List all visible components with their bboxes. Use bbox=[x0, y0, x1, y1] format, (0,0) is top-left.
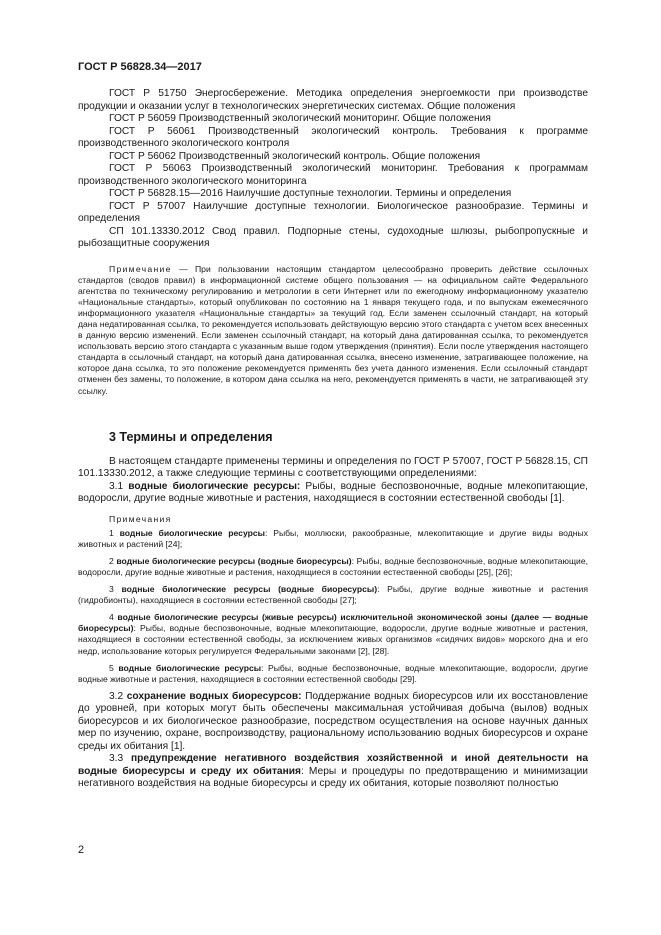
section-body bbox=[78, 456, 588, 506]
term-note: 2 водные биологические ресурсы (водные биоресурсы): Рыбы, водные беспозвоночные, водные млекопитающие, водоросли, другие водные животные и растения, находящиеся в состоянии естественной свободы [25], [26]; bbox=[78, 555, 588, 577]
term-note: 3 водные биологические ресурсы (водные биоресурсы): Рыбы, другие водные животные и растения (гидробионты), находящиеся в состоянии естественной свободы [27]; bbox=[78, 584, 588, 606]
reference-item: ГОСТ Р 56062 Производственный экологический контроль. Общие положения bbox=[109, 150, 481, 162]
term-3-3: 3.3 предупреждение негативного воздействия хозяйственной и иной деятельности на водные биоресурсы и среду их обитания: Меры и процедуры по предотвращению и минимизации негативного воздействия на водные биоресурсы и среду их обитания, которые позволяют полностью bbox=[78, 753, 588, 790]
normative-references bbox=[78, 88, 588, 251]
section-title: 3 Термины и определения bbox=[109, 429, 273, 444]
references-note bbox=[78, 264, 588, 397]
term-note: 5 водные биологические ресурсы: Рыбы, водные беспозвоночные, водные млекопитающие, водоросли, другие водные животные и растения, находящиеся в состоянии естественной свободы [29]. bbox=[78, 662, 588, 684]
notes-label: Примечания bbox=[109, 513, 172, 524]
note-label: Примечание bbox=[109, 263, 172, 274]
reference-item: ГОСТ Р 56061 Производственный экологический контроль. Требования к программе производственного экологического контроля bbox=[78, 125, 588, 149]
page-number: 2 bbox=[78, 844, 85, 856]
document-code-header: ГОСТ Р 56828.34—2017 bbox=[78, 61, 202, 73]
reference-item: ГОСТ Р 56063 Производственный экологический мониторинг. Требования к программам производственного экологического мониторинга bbox=[78, 163, 588, 187]
term-name: сохранение водных биоресурсов: bbox=[126, 690, 302, 702]
term-3-2: 3.2 сохранение водных биоресурсов: Поддержание водных биоресурсов или их восстановление до уровней, при которых могут быть обеспечены максимальная устойчивая добыча (вылов) водных биоресурсов и их биологическое разнообразие, посредством осуществления на основе научных данных мер по изучению, охране, воспроизводству, рациональному использованию водных биоресурсов и охране среды их обитания [1]. bbox=[78, 690, 589, 752]
note-text: — При пользовании настоящим стандартом целесообразно проверить действие ссылочных стандартов (сводов правил) в информационной системе общего пользования — на официальном сайте Федерального агентства по техническому регулированию и метрологии в сети Интернет или по ежегодному информационному указателю «Национальные стандарты», который опубликован по состоянию на 1 января текущего года, и по выпускам ежемесячного информационного указателя «Национальные стандарты» за текущий год. Если заменен ссылочный стандарт, на который дана недатированная ссылка, то рекомендуется использовать действующую версию этого стандарта с учетом всех внесенных в данную версию изменений. Если заменен ссылочный стандарт, на который дана датированная ссылка, то рекомендуется использовать версию этого стандарта с указанным выше годом утверждения (принятия). Если после утверждения настоящего стандарта в ссылочный стандарт, на который дана датированная ссылка, внесено изменение, затрагивающее положение, на которое дана ссылка, то это положение рекомендуется применять без учета данного изменения. Если ссылочный стандарт отменен без замены, то положение, в котором дана ссылка на него, рекомендуется применять в части, не затрагивающей эту ссылку. bbox=[78, 263, 588, 396]
term-definition: : Меры и процедуры по предотвращению и минимизации негативного воздействия на водные биоресурсы и среду их обитания, которые позволяют полностью bbox=[78, 765, 588, 790]
term-definition: Рыбы, водные беспозвоночные, водные млекопитающие, водоросли, другие водные животные и растения, находящиеся в состоянии естественной свободы [1]. bbox=[78, 480, 588, 505]
reference-item: ГОСТ Р 57007 Наилучшие доступные технологии. Биологическое разнообразие. Термины и определения bbox=[78, 200, 588, 224]
section-intro: В настоящем стандарте применены термины и определения по ГОСТ Р 57007, ГОСТ Р 56828.15, СП 101.13330.2012, а также следующие термины с соответствующими определениями: bbox=[78, 455, 588, 480]
reference-item: ГОСТ Р 56828.15—2016 Наилучшие доступные технологии. Термины и определения bbox=[109, 188, 512, 199]
reference-item: ГОСТ Р 51750 Энергосбережение. Методика определения энергоемкости при производстве продукции и оказании услуг в технологических энергетических системах. Общие положения bbox=[78, 88, 588, 112]
term-3-1: 3.1 водные биологические ресурсы: Рыбы, водные беспозвоночные, водные млекопитающие, водоросли, другие водные животные и растения, находящиеся в состоянии естественной свободы [1]. bbox=[78, 480, 588, 505]
reference-item: ГОСТ Р 56059 Производственный экологический мониторинг. Общие положения bbox=[109, 113, 491, 124]
term-note: 4 водные биологические ресурсы (живые ресурсы) исключительной экономической зоны (далее — водные биоресурсы): Рыбы, водные беспозвоночные, водные млекопитающие, водоросли, другие водные животные и растения, находящиеся в состоянии естественной свободы, за исключением живых организмов «сидячих видов» морского дна и его недр, использование которых регулируется Федеральными законами [2], [28]. bbox=[78, 612, 588, 656]
term-note: 1 водные биологические ресурсы: Рыбы, моллюски, ракообразные, млекопитающие и другие виды водных животных и растений [24]; bbox=[78, 527, 588, 549]
term-name: водные биологические ресурсы: bbox=[128, 480, 301, 492]
term-notes bbox=[78, 514, 588, 685]
reference-item: СП 101.13330.2012 Свод правил. Подпорные стены, судоходные шлюзы, рыбопропускные и рыбозащитные сооружения bbox=[78, 225, 588, 249]
section-body-continued bbox=[78, 691, 588, 791]
term-name: предупреждение негативного воздействия хозяйственной и иной деятельности на водные биоресурсы и среду их обитания bbox=[78, 753, 588, 777]
term-definition: Поддержание водных биоресурсов или их восстановление до уровней, при которых могут быть обеспечены максимальная устойчивая добыча (вылов) водных биоресурсов и их биологическое разнообразие, посредством осуществления на основе научных данных мер по изучению, охране, воспроизводству, рациональному использованию водных биоресурсов и охране среды их обитания [1]. bbox=[78, 690, 589, 752]
page-content bbox=[78, 88, 588, 791]
